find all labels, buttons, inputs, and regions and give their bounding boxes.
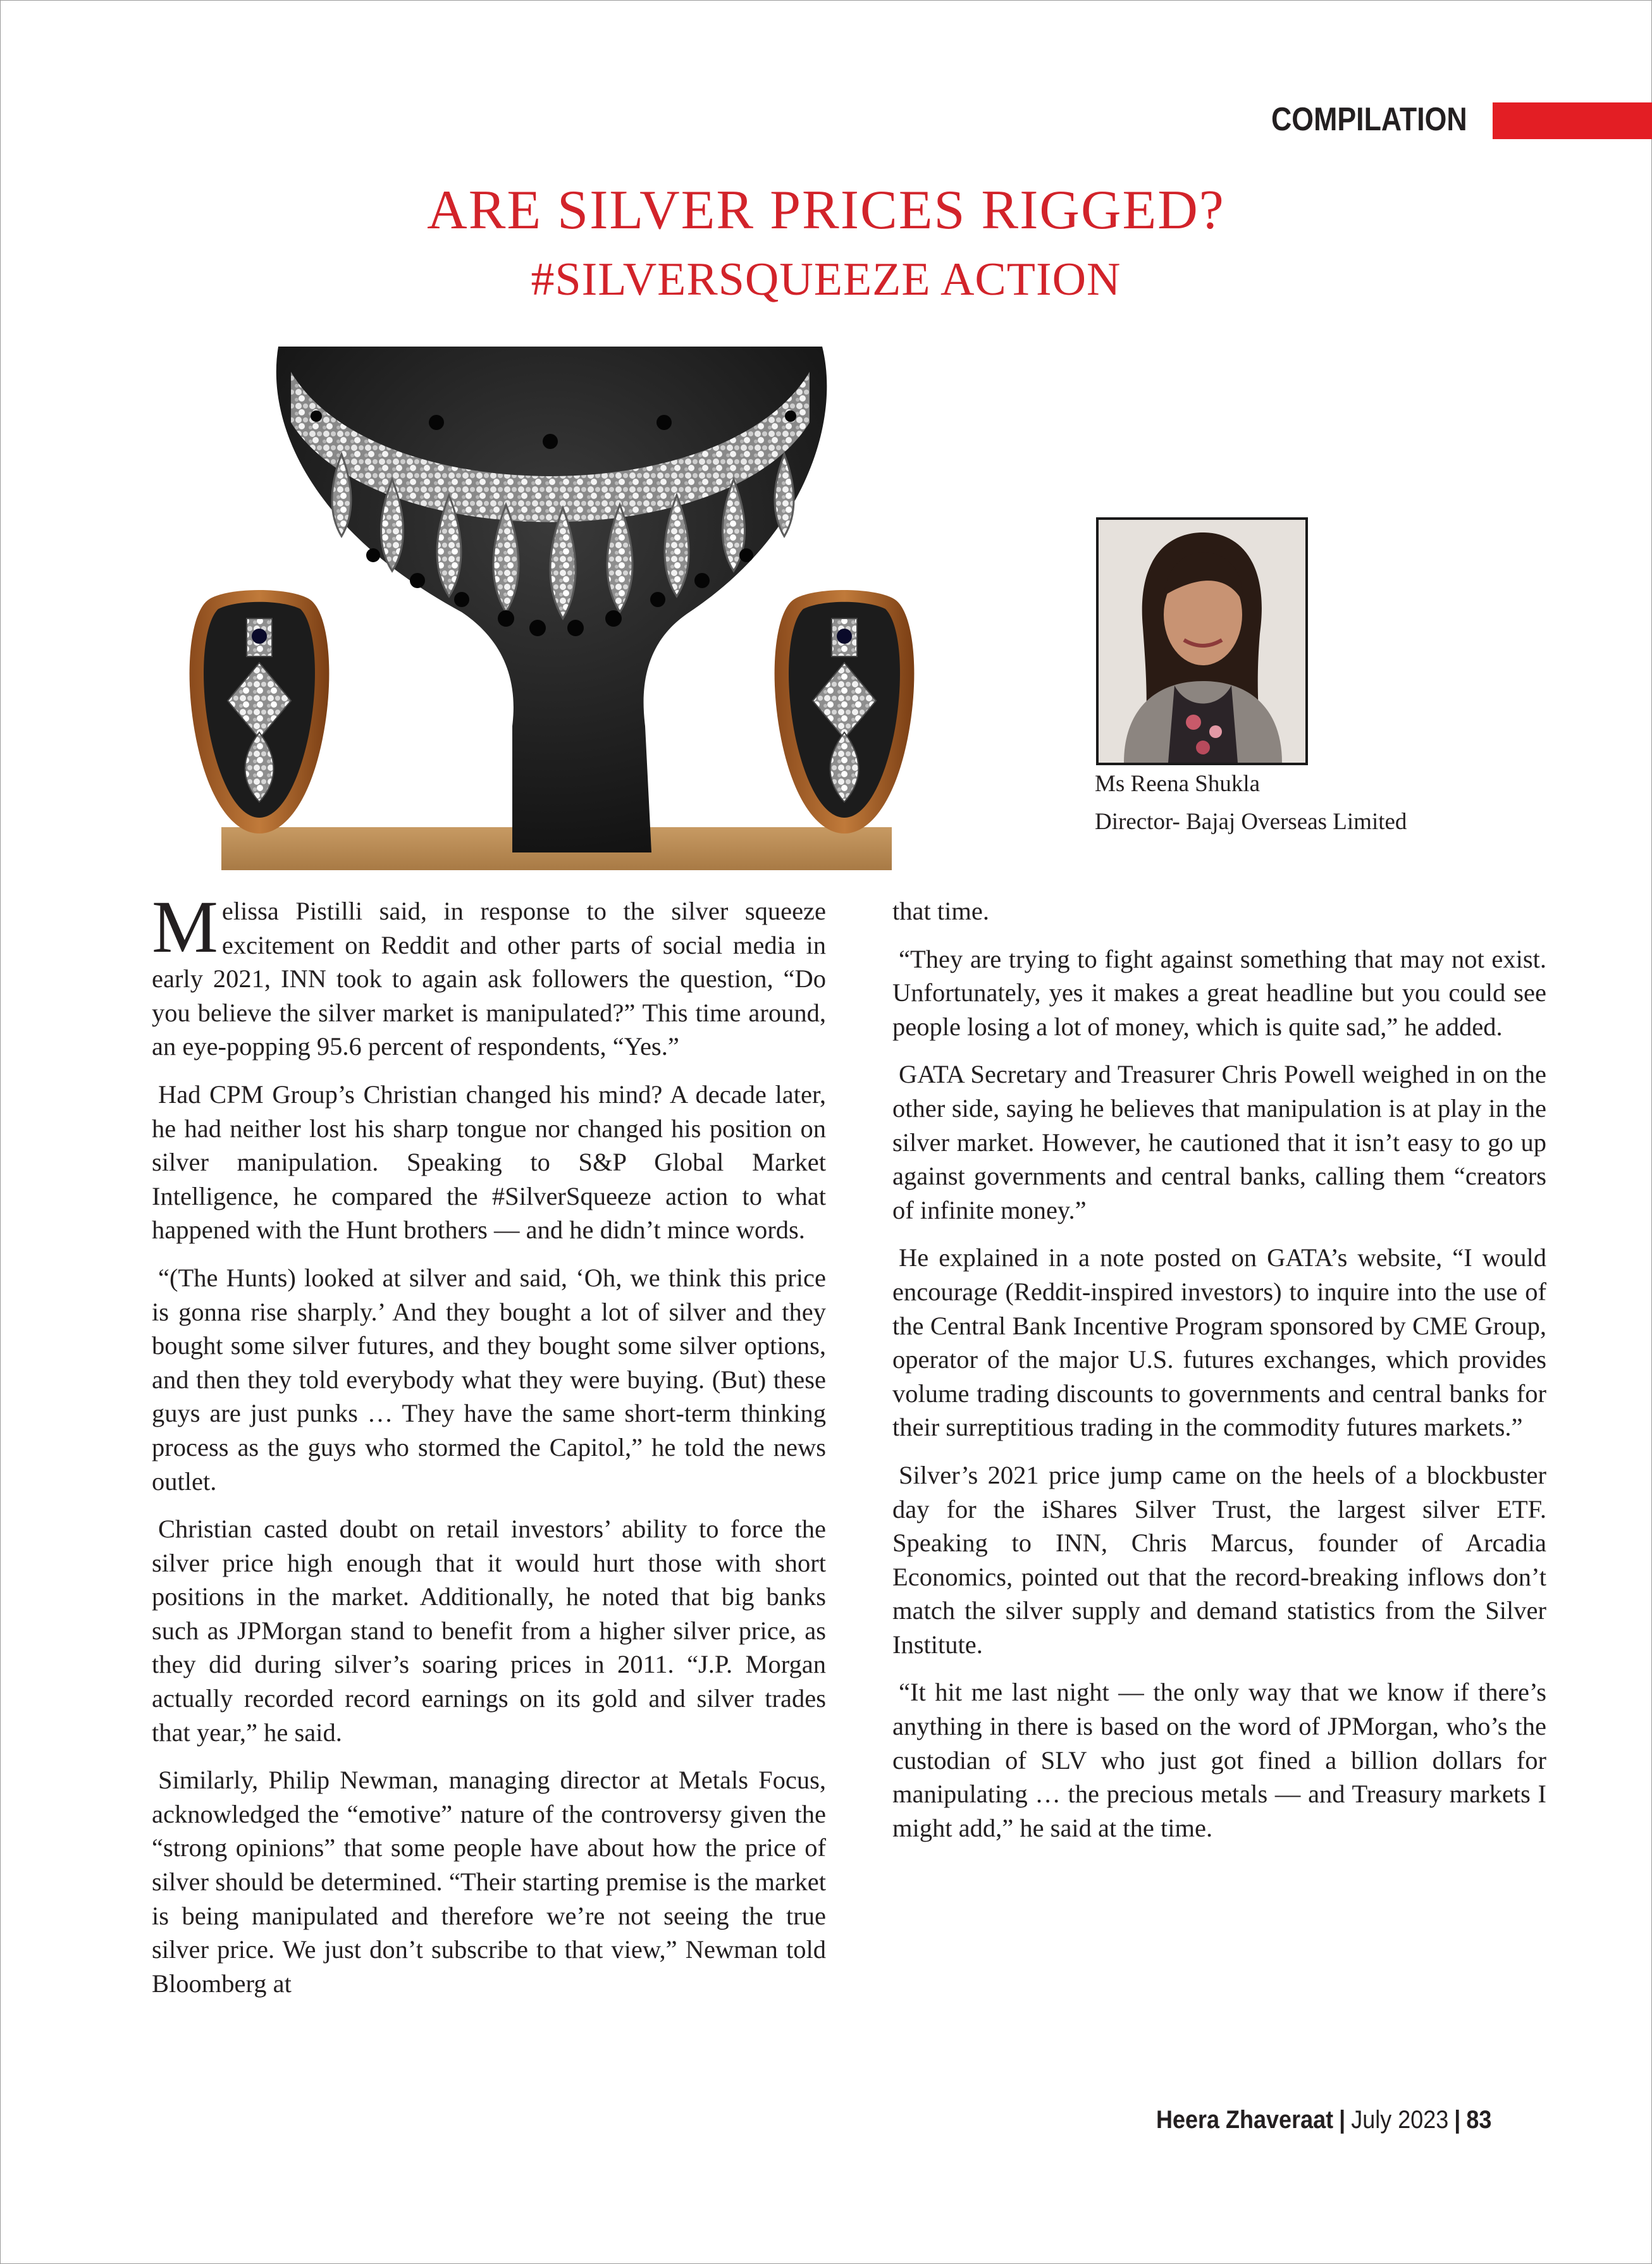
paragraph-text: elissa Pistilli said, in response to the silver squeeze excitement on Reddit and other parts of social media in early 2021, INN took to again ask followers the question, “Do you believe the silver market is manipulated?” This time around, an eye-popping 95.6 percent of respondents, “Yes.”: [152, 897, 826, 1061]
paragraph: Christian casted doubt on retail investors’ ability to force the silver price high enough that it would hurt those with short positions in the market. Additionally, he noted that big banks such as JPMorgan stand to benefit from a higher silver price, as they did during silver’s soaring prices in 2011. “J.P. Morgan actually recorded record earnings on its gold and silver trades that year,” he said.: [152, 1515, 826, 1747]
issue-date: July 2023: [1350, 2106, 1448, 2134]
article-right-column: [892, 894, 1546, 1859]
footer-separator: |: [1453, 2106, 1460, 2134]
footer-separator: |: [1338, 2106, 1345, 2134]
paragraph: “They are trying to fight against something that may not exist. Unfortunately, yes it makes a great headline but you could see people losing a lot of money, which is quite sad,” he added.: [892, 944, 1546, 1041]
article-left-column: [152, 885, 826, 2014]
section-tag: [1271, 99, 1499, 140]
page-footer: [1156, 2106, 1491, 2134]
paragraph: that time.: [892, 897, 989, 925]
woman-portrait-photo-icon: [1099, 520, 1305, 763]
profile-name: Ms Reena Shukla: [1095, 771, 1261, 797]
paragraph: “It hit me last night — the only way that we know if there’s anything in there is based on the word of JPMorgan, who’s the custodian of SLV who just got fined a billion dollars for manipulating … the precious metals — and Treasury markets I might add,” he said at the time.: [892, 1678, 1546, 1842]
paragraph: “(The Hunts) looked at silver and said, ‘Oh, we think this price is gonna rise sharply.’ And they bought a lot of silver and they bought some silver futures, and they bought some silver options, and then they told everybody what they were buying. (But) these guys are just punks … They have the same short-term thinking process as the guys who stormed the Capitol,” he told the news outlet.: [152, 1263, 826, 1496]
profile-role: Director- Bajaj Overseas Limited: [1095, 809, 1407, 835]
paragraph: Similarly, Philip Newman, managing director at Metals Focus, acknowledged the “emotive” nature of the controversy given the “strong opinions” that some people have about how the price of silver should be determined. “Their starting premise is the market is being manipulated and therefore we’re not seeing the true silver price. We just don’t subscribe to that view,” Newman told Bloomberg at: [152, 1766, 826, 1998]
paragraph: GATA Secretary and Treasurer Chris Powell weighed in on the other side, saying he believes that manipulation is at play in the silver market. However, he cautioned that it isn’t easy to go up against governments and central banks, calling them “creators of infinite money.”: [892, 1060, 1546, 1224]
paragraph: Had CPM Group’s Christian changed his mind? A decade later, he had neither lost his sharp tongue nor changed his position on silver manipulation. Speaking to S&P Global Market Intelligence, he compared the #SilverSqueeze action to what happened with the Hunt brothers — and he didn’t mince words.: [152, 1080, 826, 1245]
drop-cap: M: [152, 885, 218, 968]
publication-name: Heera Zhaveraat: [1156, 2106, 1333, 2134]
profile-photo: [1096, 517, 1308, 765]
paragraph: He explained in a note posted on GATA’s website, “I would encourage (Reddit-inspired investors) to inquire into the use of the Central Bank Incentive Program sponsored by CME Group, operator of the major U.S. futures exchanges, which provides volume trading discounts to governments and central banks for their surreptitious trading in the commodity futures markets.”: [892, 1243, 1546, 1442]
article-title: ARE SILVER PRICES RIGGED?: [427, 180, 1225, 241]
section-tag-label: COMPILATION: [1271, 101, 1467, 138]
section-tag-bar: [1493, 102, 1652, 139]
paragraph: Silver’s 2021 price jump came on the heels of a blockbuster day for the iShares Silver Trust, the largest silver ETF. Speaking to INN, Chris Marcus, founder of Arcadia Economics, pointed out that the record-breaking inflows don’t match the silver supply and demand statistics from the Silver Institute.: [892, 1460, 1546, 1659]
page-number: 83: [1465, 2106, 1491, 2134]
article-subtitle: #SILVERSQUEEZE ACTION: [531, 254, 1121, 305]
paragraph: [152, 885, 826, 1064]
silver-necklace-earrings-set-icon: [183, 347, 920, 870]
